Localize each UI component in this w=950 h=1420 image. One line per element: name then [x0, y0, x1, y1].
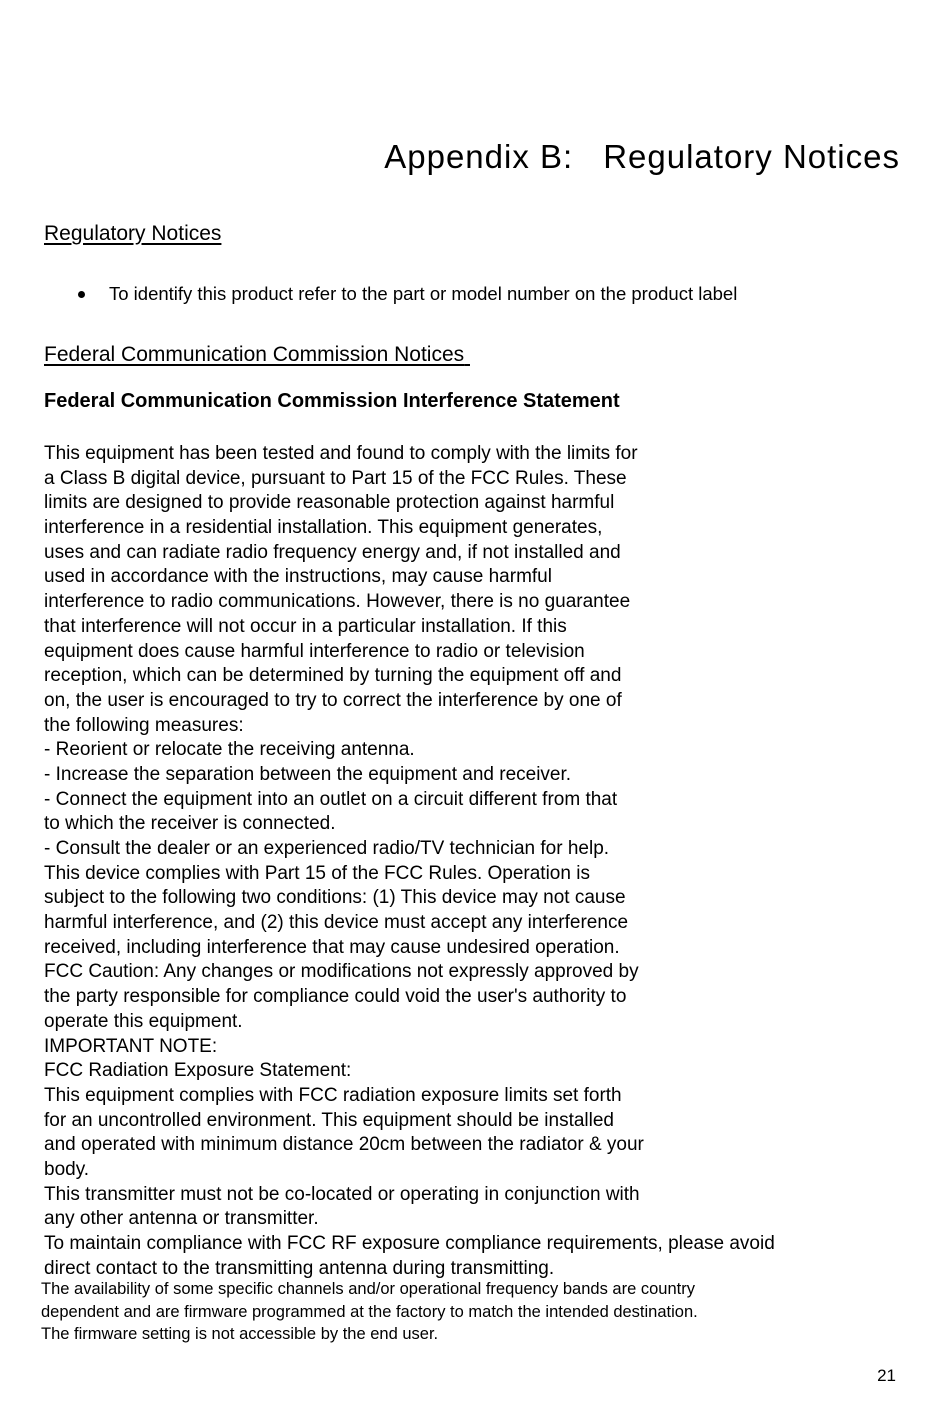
text-line: uses and can radiate radio frequency energy and, if not installed and	[44, 541, 621, 563]
text-line: harmful interference, and (2) this device must accept any interference	[44, 912, 629, 934]
bullet-icon	[78, 291, 85, 298]
text-line: equipment does cause harmful interference to radio or television	[44, 640, 585, 662]
bullet-item	[78, 283, 737, 305]
text-line: the party responsible for compliance could void the user's authority to	[44, 986, 627, 1008]
text-line: IMPORTANT NOTE:	[44, 1035, 218, 1057]
text-line: This equipment complies with FCC radiation exposure limits set forth	[44, 1084, 622, 1106]
fcc-statement-body	[44, 442, 924, 1281]
text-line: FCC Radiation Exposure Statement:	[44, 1060, 352, 1082]
appendix-label: Appendix B:	[384, 138, 574, 175]
text-line: on, the user is encouraged to try to correct the interference by one of	[44, 689, 622, 711]
fcc-interference-heading: Federal Communication Commission Interference Statement	[44, 390, 620, 412]
text-line: interference to radio communications. However, there is no guarantee	[44, 591, 631, 613]
text-line: This equipment has been tested and found to comply with the limits for	[44, 443, 638, 464]
text-line: FCC Caution: Any changes or modifications not expressly approved by	[44, 961, 639, 983]
text-line: - Consult the dealer or an experienced radio/TV technician for help.	[44, 838, 610, 859]
text-line: subject to the following two conditions: (1) This device may not cause	[44, 887, 626, 909]
text-line: the following measures:	[44, 714, 244, 736]
text-line: direct contact to the transmitting antenna during transmitting.	[44, 1257, 555, 1279]
firmware-note	[41, 1278, 931, 1346]
text-line: - Reorient or relocate the receiving antenna.	[44, 739, 415, 761]
text-line: to which the receiver is connected.	[44, 813, 336, 835]
text-line: This transmitter must not be co-located or operating in conjunction with	[44, 1183, 640, 1205]
text-line: limits are designed to provide reasonable protection against harmful	[44, 492, 615, 514]
text-line: operate this equipment.	[44, 1010, 243, 1032]
text-line: - Connect the equipment into an outlet on a circuit different from that	[44, 788, 618, 810]
page-number: 21	[877, 1366, 896, 1385]
text-line: that interference will not occur in a particular installation. If this	[44, 615, 567, 637]
text-line: and operated with minimum distance 20cm between the radiator & your	[44, 1134, 644, 1156]
text-line: any other antenna or transmitter.	[44, 1208, 319, 1230]
text-line: used in accordance with the instructions, may cause harmful	[44, 566, 552, 588]
appendix-title: Regulatory Notices	[603, 138, 900, 175]
text-line: - Increase the separation between the equipment and receiver.	[44, 763, 572, 785]
regulatory-notices-heading: Regulatory Notices	[44, 222, 222, 245]
text-line: reception, which can be determined by turning the equipment off and	[44, 665, 622, 687]
bullet-text: To identify this product refer to the part or model number on the product label	[109, 283, 738, 304]
text-line: The availability of some specific channels and/or operational frequency bands are country	[41, 1280, 695, 1298]
text-line: for an uncontrolled environment. This equipment should be installed	[44, 1109, 614, 1131]
text-line: The firmware setting is not accessible by the end user.	[41, 1325, 439, 1344]
text-line: body.	[44, 1158, 90, 1180]
text-line: dependent and are firmware programmed at the factory to match the intended destination.	[41, 1302, 698, 1321]
fcc-notices-heading: Federal Communication Commission Notices	[44, 343, 465, 366]
text-line: a Class B digital device, pursuant to Part 15 of the FCC Rules. These	[44, 467, 627, 489]
text-line: interference in a residential installation. This equipment generates,	[44, 517, 603, 539]
text-line: received, including interference that may cause undesired operation.	[44, 936, 620, 958]
text-line: This device complies with Part 15 of the FCC Rules. Operation is	[44, 862, 590, 884]
text-line: To maintain compliance with FCC RF exposure compliance requirements, please avoid	[44, 1233, 775, 1254]
page-title	[384, 138, 900, 176]
